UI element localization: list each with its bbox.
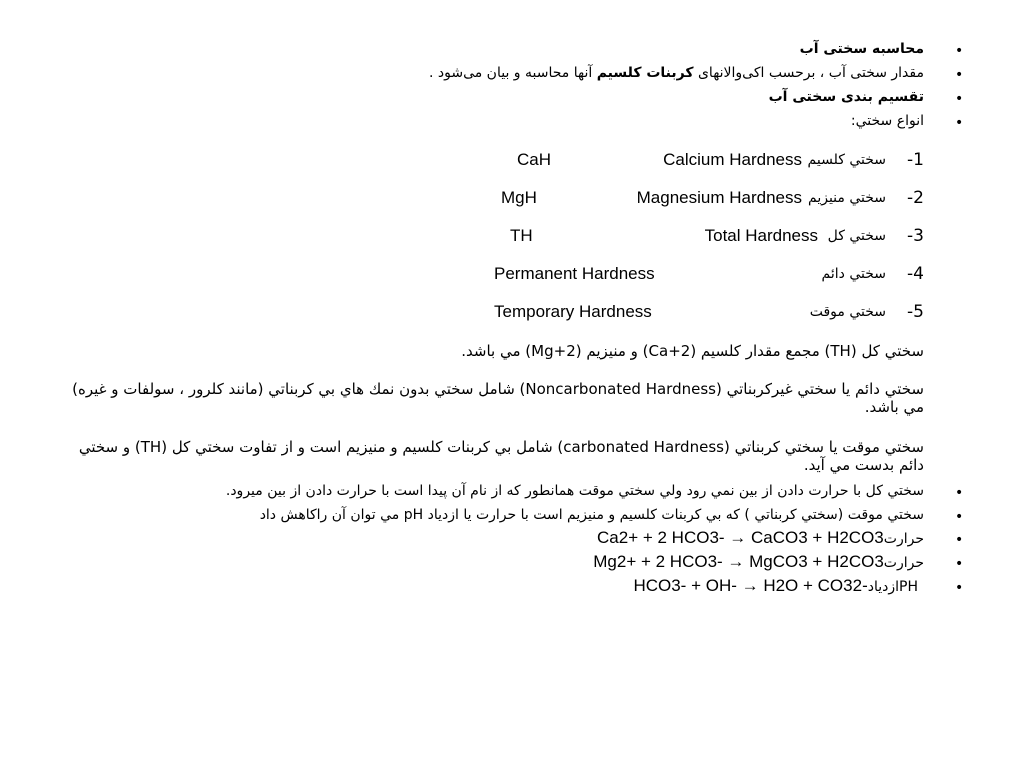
type-fa: سختي كلسيم (807, 152, 886, 168)
bullet: • (955, 67, 964, 83)
equation-magnesium (593, 552, 924, 573)
bullet: • (955, 532, 964, 548)
type-en: Permanent Hardness (494, 264, 655, 283)
type-number: -1 (907, 150, 924, 170)
bullet: • (955, 485, 964, 501)
type-en: Calcium Hardness (663, 150, 802, 169)
intro-text: مقدار سختی آب ، برحسب اکی‌والانهای (693, 65, 924, 81)
heading-title: محاسبه سختی آب (799, 41, 924, 57)
type-en: Magnesium Hardness (636, 188, 802, 207)
type-abbr: TH (510, 226, 533, 245)
type-number: -5 (907, 302, 924, 322)
paragraph-total: سختي كل (TH) مجمع مقدار كلسيم (Ca+2) و منيزيم (Mg+2) مي باشد. (461, 342, 924, 360)
type-number: -4 (907, 264, 924, 284)
bullet-heat: سختي كل با حرارت دادن از بين نمي رود ولي سختي موقت همانطور كه از نام آن پيدا است با حرارت دادن از بين ميرود. (225, 483, 924, 499)
equation-text: HCO3- + OH- → H2O + CO32- (633, 576, 868, 595)
type-fa: سختي دائم (821, 266, 886, 282)
equation-condition: حرارت (883, 531, 924, 547)
equation-text: Mg2+ + 2 HCO3- → MgCO3 + H2CO3 (593, 552, 884, 571)
paragraph-permanent: سختي دائم يا سختي غيركربناتي (Noncarbonated Hardness) شامل سختي بدون نمك هاي بي كربناتي (مانند كلرور ، سولفات و غيره) مي باشد. (72, 380, 924, 416)
types-label: انواع سختي: (850, 113, 924, 129)
type-fa: سختي كل (827, 228, 886, 244)
bullet: • (955, 509, 964, 525)
bullet: • (955, 115, 964, 131)
intro-bold: کربنات کلسیم (596, 65, 694, 81)
paragraph-temporary: سختي موقت يا سختي كربناتي (carbonated Hardness) شامل بي كربنات كلسيم و منيزيم است و از تفاوت سختي كل (TH) و سختي دائم بدست مي آيد. (78, 438, 924, 474)
intro-text-end: آنها محاسبه و بیان می‌شود . (428, 65, 597, 81)
type-fa: سختي موقت (809, 304, 886, 320)
heading-intro (429, 64, 924, 82)
type-en: Temporary Hardness (494, 302, 652, 321)
bullet-temporary-note: سختي موقت (سختي كربناتي ) كه بي كربنات كلسيم و منيزيم است با حرارت يا ازدياد pH مي توان آن راكاهش داد (259, 507, 924, 523)
bullet: • (955, 580, 964, 596)
bullet: • (955, 556, 964, 572)
equation-calcium (597, 528, 924, 549)
bullet: • (955, 91, 964, 107)
equation-text: Ca2+ + 2 HCO3- → CaCO3 + H2CO3 (597, 528, 884, 547)
type-abbr: CaH (517, 150, 552, 169)
equation-bicarbonate (633, 576, 918, 597)
type-fa: سختي منيزيم (808, 190, 886, 206)
equation-condition: ازدیادPH (867, 579, 918, 595)
bullet: • (955, 43, 964, 59)
type-number: -3 (907, 226, 924, 246)
type-en: Total Hardness (704, 226, 818, 245)
classification-title: تقسیم بندی سختی آب (768, 89, 924, 105)
type-number: -2 (907, 188, 924, 208)
type-abbr: MgH (501, 188, 537, 207)
equation-condition: حرارت (883, 555, 924, 571)
